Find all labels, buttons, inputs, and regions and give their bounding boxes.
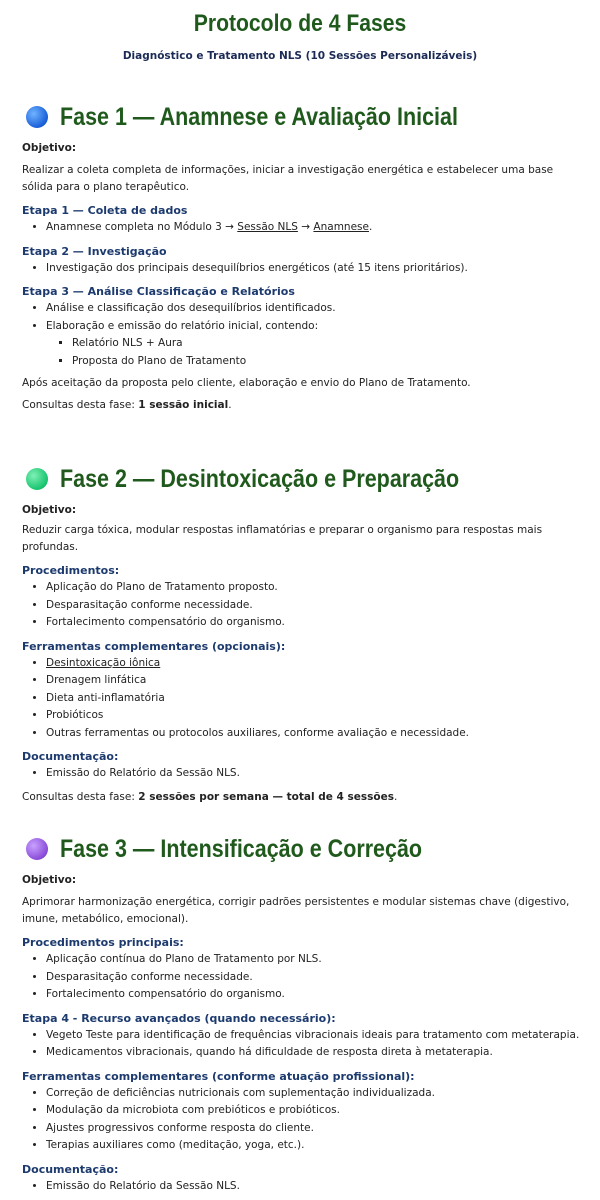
list-item: • Outras ferramentas ou protocolos auxiliares, conforme avaliação e necessidade.	[46, 725, 584, 743]
list-item: • Emissão do Relatório da Sessão NLS.	[46, 765, 584, 783]
list-item: • Análise e classificação dos desequilíbrios identificados.	[46, 300, 584, 318]
phase-1-step-1-title: Etapa 1 — Coleta de dados	[22, 204, 188, 217]
phase-3-objective-text: Aprimorar harmonização energética, corrigir padrões persistentes e modular sistemas chave (digestivo, imune, metabólico, emocional).	[22, 896, 570, 925]
phase-3-objective-label: Objetivo:	[22, 874, 77, 886]
list-item	[46, 655, 584, 673]
list-item: • Aplicação contínua do Plano de Tratamento por NLS.	[46, 951, 584, 969]
phase-1-objective-text: Realizar a coleta completa de informações, iniciar a investigação energética e estabelecer uma base sólida para o plano terapêutico.	[22, 164, 554, 193]
sub-list-item: ▪ Relatório NLS + Aura	[72, 335, 584, 353]
phase-2-procedures-title: Procedimentos:	[22, 564, 120, 577]
list-item: • Modulação da microbiota com prebióticos e probióticos.	[46, 1102, 584, 1120]
phase-1-step-3-title: Etapa 3 — Análise Classificação e Relatórios	[22, 285, 295, 298]
purple-circle-icon	[26, 838, 48, 860]
list-item: • Probióticos	[46, 707, 584, 725]
phase-1-after-text: Após aceitação da proposta pelo cliente, elaboração e envio do Plano de Tratamento.	[22, 377, 471, 389]
phase-3-procedures-title: Procedimentos principais:	[22, 936, 184, 949]
list-item: • Ajustes progressivos conforme resposta do cliente.	[46, 1120, 584, 1138]
green-circle-icon	[26, 468, 48, 490]
phase-1-section	[22, 100, 584, 414]
phase-3-tools-title: Ferramentas complementares (conforme atuação profissional):	[22, 1069, 415, 1083]
phase-2-objective-text: Reduzir carga tóxica, modular respostas inflamatórias e preparar o organismo para respostas mais profundas.	[22, 524, 543, 553]
phase-3-section	[22, 832, 584, 1195]
phase-1-title: Fase 1 — Anamnese e Avaliação Inicial	[60, 102, 458, 131]
phase-3-step-4-title: Etapa 4 - Recurso avançados (quando necessário):	[22, 1011, 336, 1025]
phase-2-section	[22, 462, 584, 806]
phase-1-step-2-title: Etapa 2 — Investigação	[22, 244, 167, 258]
phase-2-consultations: Consultas desta fase: 2 sessões por semana — total de 4 sessões.	[22, 790, 398, 803]
list-item: • Desparasitação conforme necessidade.	[46, 969, 584, 987]
list-item: • Desparasitação conforme necessidade.	[46, 597, 584, 615]
list-item: • Investigação dos principais desequilíbrios energéticos (até 15 itens prioritários).	[46, 260, 584, 278]
list-item: • Dieta anti-inflamatória	[46, 690, 584, 708]
phase-2-title: Fase 2 — Desintoxicação e Preparação	[60, 464, 460, 493]
list-item: • Elaboração e emissão do relatório inicial, contendo: ▪ Relatório NLS + Aura ▪ Proposta do Plano de Tratamento	[46, 318, 584, 371]
list-item: • Anamnese completa no Módulo 3 → Sessão NLS → Anamnese.	[46, 219, 584, 237]
list-item: • Emissão do Relatório da Sessão NLS.	[46, 1178, 584, 1196]
page-subtitle: Diagnóstico e Tratamento NLS (10 Sessões Personalizáveis)	[122, 50, 478, 62]
phase-2-documentation-title: Documentação:	[22, 750, 119, 763]
list-item: • Medicamentos vibracionais, quando há dificuldade de resposta direta à metaterapia.	[46, 1044, 584, 1062]
blue-circle-icon	[26, 106, 48, 128]
list-item: • Drenagem linfática	[46, 672, 584, 690]
phase-1-objective-label: Objetivo:	[22, 142, 77, 154]
phase-2-tools-title: Ferramentas complementares (opcionais):	[22, 639, 286, 653]
anamnese-link[interactable]: Anamnese	[313, 221, 369, 233]
desintoxicacao-ionica-link[interactable]: Desintoxicação iônica	[46, 656, 161, 669]
list-item: • Terapias auxiliares como (meditação, yoga, etc.).	[46, 1137, 584, 1155]
phase-3-documentation-title: Documentação:	[22, 1162, 119, 1176]
sub-list-item: ▪ Proposta do Plano de Tratamento	[72, 353, 584, 371]
sessao-nls-link[interactable]: Sessão NLS	[237, 221, 298, 233]
list-item: • Fortalecimento compensatório do organismo.	[46, 614, 584, 632]
phase-2-objective-label: Objetivo:	[22, 504, 77, 516]
list-item: • Vegeto Teste para identificação de frequências vibracionais ideais para tratamento com metaterapia.	[46, 1027, 584, 1045]
phase-1-consultations: Consultas desta fase: 1 sessão inicial.	[22, 399, 232, 411]
page-title: Protocolo de 4 Fases	[193, 10, 407, 37]
list-item: • Fortalecimento compensatório do organismo.	[46, 986, 584, 1004]
phase-3-title: Fase 3 — Intensificação e Correção	[60, 834, 423, 863]
list-item: • Correção de deficiências nutricionais com suplementação individualizada.	[46, 1085, 584, 1103]
list-item: • Aplicação do Plano de Tratamento proposto.	[46, 579, 584, 597]
